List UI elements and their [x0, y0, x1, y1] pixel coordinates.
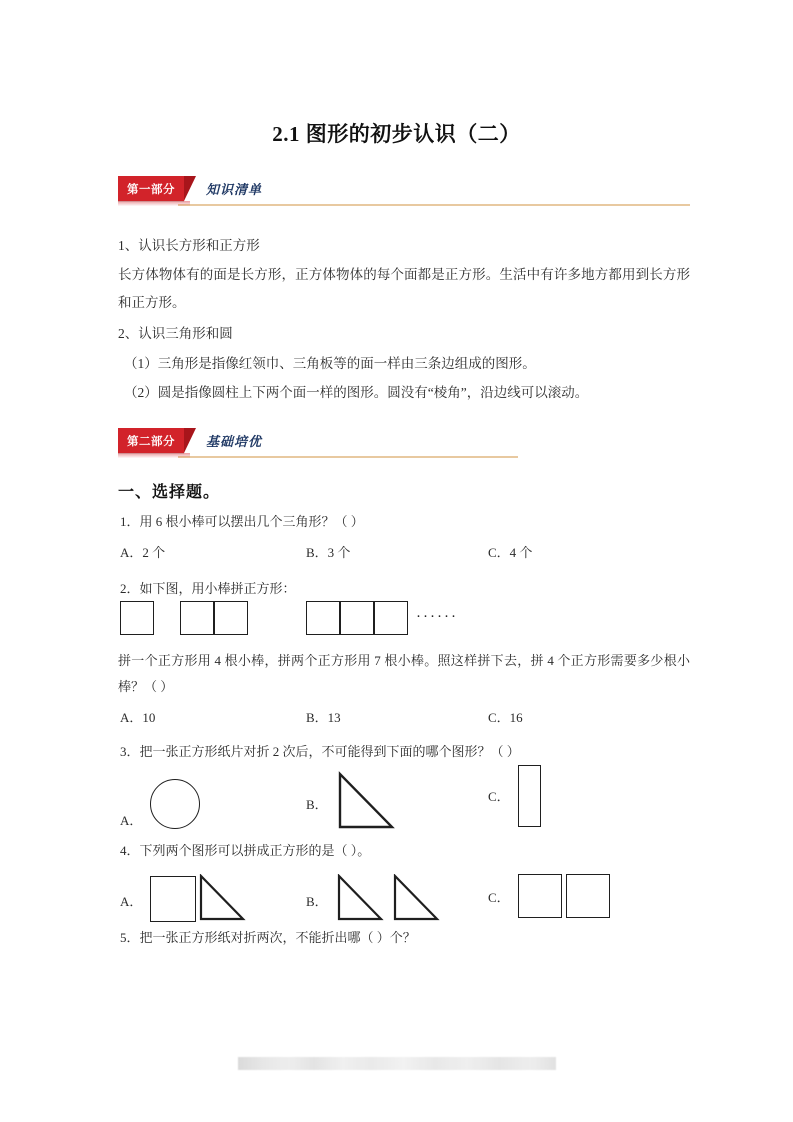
exercise-heading: 一、选择题。	[118, 484, 221, 501]
banner-fold-icon	[184, 176, 196, 201]
square-shape-icon	[518, 874, 562, 918]
section-banner-part2	[118, 428, 518, 462]
question-1-option-b[interactable]: B．3 个	[306, 545, 351, 560]
page-title: 2.1 图形的初步认识（二）	[272, 122, 521, 146]
knowledge-item1-heading: 1、认识长方形和正方形	[118, 238, 260, 253]
question-3-choice-a[interactable]	[120, 779, 200, 829]
question-3-text: 3．把一张正方形纸片对折 2 次后，不可能得到下面的哪个图形？（ ）	[120, 744, 520, 759]
banner-tag-shadow	[118, 453, 190, 458]
question-4-choice-b[interactable]	[306, 874, 440, 922]
question-4-text: 4．下列两个图形可以拼成正方形的是（ ）。	[120, 843, 371, 858]
question-4-option-c-label: C．	[488, 890, 510, 905]
question-2-option-a[interactable]: A．10	[120, 710, 156, 725]
square-cell	[180, 601, 214, 635]
right-triangle-shape-icon	[336, 771, 396, 831]
question-5-text: 5．把一张正方形纸对折两次，不能折出哪（ ）个？	[120, 930, 416, 945]
question-4-choice-a[interactable]	[120, 874, 246, 922]
question-4-figure	[120, 866, 692, 922]
question-2-caption: 拼一个正方形用 4 根小棒，拼两个正方形用 7 根小棒。照这样拼下去，拼 4 个正方形需要多少根小棒？（ ）	[118, 653, 690, 694]
right-triangle-shape-icon	[198, 874, 246, 922]
right-triangle-shape-icon	[336, 874, 384, 922]
ellipsis-dots: ······	[416, 609, 458, 625]
figure-two-squares	[180, 601, 248, 635]
banner-tag-shadow	[118, 201, 190, 206]
question-1-option-c[interactable]: C．4 个	[488, 545, 533, 560]
right-triangle-shape-icon	[392, 874, 440, 922]
figure-three-squares	[306, 601, 458, 635]
question-2-option-c[interactable]: C．16	[488, 710, 523, 725]
circle-shape-icon	[150, 779, 200, 829]
square-strip	[306, 601, 408, 635]
section-banner-part1	[118, 176, 690, 210]
knowledge-item1-body: 长方体物体有的面是长方形，正方体物体的每个面都是正方形。生活中有许多地方都用到长方形和正方形。	[118, 267, 690, 310]
square-cell	[306, 601, 340, 635]
question-3-option-a-label: A．	[120, 813, 143, 828]
section-tag-part2: 第二部分	[118, 428, 184, 453]
banner-fold-icon	[184, 428, 196, 453]
question-2-options	[120, 707, 692, 729]
square-cell	[214, 601, 248, 635]
question-3-choice-c[interactable]	[488, 765, 541, 827]
question-3-option-c-label: C．	[488, 789, 510, 804]
question-2-option-b[interactable]: B．13	[306, 710, 341, 725]
question-4-option-a-label: A．	[120, 894, 143, 909]
square-shape-icon	[566, 874, 610, 918]
footer-watermark	[238, 1057, 556, 1070]
question-1-options	[120, 542, 692, 564]
knowledge-item2-heading: 2、认识三角形和圆	[118, 326, 233, 341]
square-cell	[374, 601, 408, 635]
question-1-text: 1．用 6 根小棒可以摆出几个三角形？（ ）	[120, 514, 364, 529]
section-label-part2: 基础培优	[206, 434, 263, 449]
question-3-choice-b[interactable]	[306, 771, 396, 831]
square-shape-icon	[150, 876, 196, 922]
knowledge-item2-point1: （1）三角形是指像红领巾、三角板等的面一样由三条边组成的图形。	[124, 356, 536, 371]
square-cell	[340, 601, 374, 635]
section-tag-part1: 第一部分	[118, 176, 184, 201]
banner-rule	[178, 204, 690, 206]
question-3-option-b-label: B．	[306, 797, 328, 812]
tall-rectangle-shape-icon	[518, 765, 541, 827]
banner-rule	[178, 456, 518, 458]
knowledge-item2-point2: （2）圆是指像圆柱上下两个面一样的图形。圆没有“棱角”，沿边线可以滚动。	[124, 385, 589, 400]
question-1-option-a[interactable]: A．2 个	[120, 545, 166, 560]
question-4-choice-c[interactable]	[488, 874, 610, 918]
square-strip	[180, 601, 248, 635]
question-3-figure	[120, 765, 692, 831]
figure-one-square	[120, 601, 154, 635]
question-2-text: 2．如下图，用小棒拼正方形：	[120, 581, 296, 596]
question-4-option-b-label: B．	[306, 894, 328, 909]
square-cell	[120, 601, 154, 635]
question-2-figure	[120, 601, 692, 643]
section-label-part1: 知识清单	[206, 182, 263, 197]
